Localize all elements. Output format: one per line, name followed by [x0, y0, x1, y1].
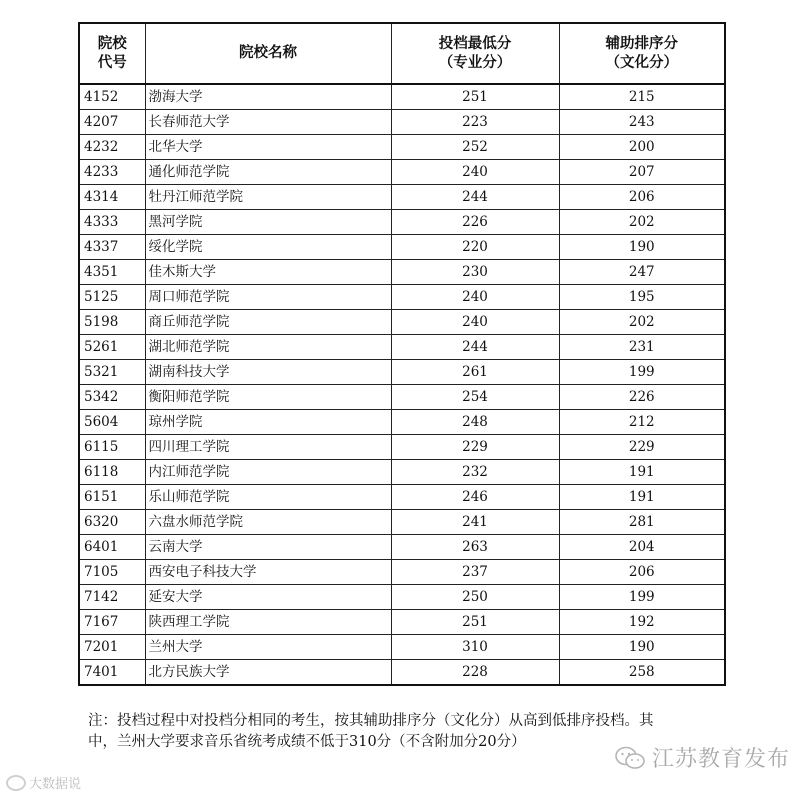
- cell-school-code: 6320: [79, 510, 145, 535]
- cell-aux-score: 226: [559, 385, 725, 410]
- cell-school-code: 7201: [79, 635, 145, 660]
- cell-aux-score: 190: [559, 635, 725, 660]
- cell-min-score: 240: [391, 160, 559, 185]
- table-row: [79, 84, 725, 110]
- cell-aux-score: 191: [559, 460, 725, 485]
- cell-school-name: 绥化学院: [145, 235, 391, 260]
- header-school-code: [79, 23, 145, 84]
- cell-min-score: 232: [391, 460, 559, 485]
- cell-min-score: 230: [391, 260, 559, 285]
- cell-school-code: 4232: [79, 135, 145, 160]
- header-row: [79, 23, 725, 84]
- cell-aux-score: 191: [559, 485, 725, 510]
- cell-min-score: 244: [391, 335, 559, 360]
- table-row: [79, 560, 725, 585]
- table-row: [79, 660, 725, 686]
- cell-school-name: 陕西理工学院: [145, 610, 391, 635]
- cell-aux-score: 206: [559, 560, 725, 585]
- table-row: [79, 510, 725, 535]
- cell-school-code: 5198: [79, 310, 145, 335]
- cell-school-name: 湖南科技大学: [145, 360, 391, 385]
- cell-min-score: 240: [391, 310, 559, 335]
- cell-aux-score: 202: [559, 210, 725, 235]
- watermark-left-text: 大数据说: [29, 777, 82, 792]
- cell-min-score: 220: [391, 235, 559, 260]
- admission-score-table: [78, 22, 726, 686]
- table-row: [79, 435, 725, 460]
- cell-school-code: 6118: [79, 460, 145, 485]
- cell-school-name: 周口师范学院: [145, 285, 391, 310]
- cell-min-score: 310: [391, 635, 559, 660]
- table-row: [79, 235, 725, 260]
- brand-logo-icon: [6, 775, 26, 791]
- table-row: [79, 635, 725, 660]
- cell-aux-score: 258: [559, 660, 725, 686]
- cell-min-score: 250: [391, 585, 559, 610]
- cell-school-name: 兰州大学: [145, 635, 391, 660]
- cell-aux-score: 192: [559, 610, 725, 635]
- cell-aux-score: 206: [559, 185, 725, 210]
- cell-aux-score: 199: [559, 585, 725, 610]
- table-row: [79, 310, 725, 335]
- cell-aux-score: 247: [559, 260, 725, 285]
- cell-min-score: 248: [391, 410, 559, 435]
- cell-school-name: 湖北师范学院: [145, 335, 391, 360]
- cell-aux-score: 229: [559, 435, 725, 460]
- cell-school-code: 5321: [79, 360, 145, 385]
- cell-school-code: 5604: [79, 410, 145, 435]
- table-header: [79, 23, 725, 84]
- table-row: [79, 285, 725, 310]
- cell-min-score: 263: [391, 535, 559, 560]
- cell-min-score: 228: [391, 660, 559, 686]
- cell-school-code: 5125: [79, 285, 145, 310]
- table-row: [79, 160, 725, 185]
- cell-school-code: 7142: [79, 585, 145, 610]
- table-body: [79, 84, 725, 685]
- cell-aux-score: 200: [559, 135, 725, 160]
- cell-school-name: 内江师范学院: [145, 460, 391, 485]
- cell-min-score: 261: [391, 360, 559, 385]
- cell-aux-score: 215: [559, 84, 725, 110]
- header-min-score-line1: 投档最低分: [438, 35, 512, 52]
- cell-school-name: 长春师范大学: [145, 110, 391, 135]
- table-row: [79, 210, 725, 235]
- cell-min-score: 241: [391, 510, 559, 535]
- cell-school-code: 4333: [79, 210, 145, 235]
- watermark-right-text: 江苏教育发布: [652, 747, 791, 772]
- cell-school-code: 4314: [79, 185, 145, 210]
- watermark-left: [6, 773, 81, 792]
- header-aux-score-line2: （文化分）: [605, 54, 678, 71]
- table-row: [79, 485, 725, 510]
- table-row: [79, 335, 725, 360]
- cell-school-name: 北华大学: [145, 135, 391, 160]
- cell-school-name: 延安大学: [145, 585, 391, 610]
- cell-school-code: 4207: [79, 110, 145, 135]
- table-row: [79, 410, 725, 435]
- cell-min-score: 251: [391, 84, 559, 110]
- cell-school-code: 4337: [79, 235, 145, 260]
- cell-min-score: 223: [391, 110, 559, 135]
- cell-school-code: 7167: [79, 610, 145, 635]
- cell-school-name: 佳木斯大学: [145, 260, 391, 285]
- table-row: [79, 535, 725, 560]
- cell-min-score: 240: [391, 285, 559, 310]
- header-school-name: 院校名称: [145, 23, 391, 84]
- cell-school-code: 6401: [79, 535, 145, 560]
- wechat-icon: [614, 745, 646, 771]
- cell-aux-score: 243: [559, 110, 725, 135]
- table-row: [79, 460, 725, 485]
- cell-school-code: 4351: [79, 260, 145, 285]
- cell-min-score: 246: [391, 485, 559, 510]
- cell-school-code: 4152: [79, 84, 145, 110]
- header-school-code-line1: 院校: [97, 35, 127, 52]
- cell-aux-score: 281: [559, 510, 725, 535]
- cell-min-score: 237: [391, 560, 559, 585]
- cell-school-code: 4233: [79, 160, 145, 185]
- cell-aux-score: 231: [559, 335, 725, 360]
- table-row: [79, 610, 725, 635]
- header-aux-score-line1: 辅助排序分: [605, 35, 678, 52]
- table-row: [79, 110, 725, 135]
- cell-min-score: 229: [391, 435, 559, 460]
- cell-aux-score: 212: [559, 410, 725, 435]
- table-row: [79, 360, 725, 385]
- cell-school-code: 5261: [79, 335, 145, 360]
- cell-aux-score: 199: [559, 360, 725, 385]
- table-row: [79, 135, 725, 160]
- cell-school-name: 牡丹江师范学院: [145, 185, 391, 210]
- cell-school-code: 7401: [79, 660, 145, 686]
- cell-min-score: 226: [391, 210, 559, 235]
- cell-aux-score: 204: [559, 535, 725, 560]
- cell-school-name: 云南大学: [145, 535, 391, 560]
- cell-school-code: 6115: [79, 435, 145, 460]
- cell-min-score: 252: [391, 135, 559, 160]
- cell-school-name: 北方民族大学: [145, 660, 391, 686]
- cell-school-code: 6151: [79, 485, 145, 510]
- cell-school-name: 衡阳师范学院: [145, 385, 391, 410]
- cell-aux-score: 202: [559, 310, 725, 335]
- cell-school-code: 7105: [79, 560, 145, 585]
- table-row: [79, 585, 725, 610]
- footnote-line2: 中，兰州大学要求音乐省统考成绩不低于310分（不含附加分20分）: [88, 734, 526, 750]
- header-aux-score: [559, 23, 725, 84]
- cell-school-name: 黑河学院: [145, 210, 391, 235]
- cell-school-name: 四川理工学院: [145, 435, 391, 460]
- cell-aux-score: 207: [559, 160, 725, 185]
- cell-min-score: 244: [391, 185, 559, 210]
- admission-table-container: [78, 22, 724, 686]
- header-min-score-line2: （专业分）: [438, 54, 512, 71]
- cell-school-name: 西安电子科技大学: [145, 560, 391, 585]
- cell-school-code: 5342: [79, 385, 145, 410]
- header-school-code-line2: 代号: [97, 54, 127, 71]
- cell-aux-score: 195: [559, 285, 725, 310]
- footnote-line1: 注：投档过程中对投档分相同的考生，按其辅助排序分（文化分）从高到低排序投档。其: [88, 713, 654, 729]
- cell-min-score: 254: [391, 385, 559, 410]
- header-min-score: [391, 23, 559, 84]
- cell-school-name: 商丘师范学院: [145, 310, 391, 335]
- cell-school-name: 通化师范学院: [145, 160, 391, 185]
- cell-school-name: 六盘水师范学院: [145, 510, 391, 535]
- cell-school-name: 琼州学院: [145, 410, 391, 435]
- cell-aux-score: 190: [559, 235, 725, 260]
- table-row: [79, 185, 725, 210]
- cell-school-name: 渤海大学: [145, 84, 391, 110]
- table-row: [79, 385, 725, 410]
- table-row: [79, 260, 725, 285]
- cell-school-name: 乐山师范学院: [145, 485, 391, 510]
- watermark-right: [614, 742, 790, 773]
- cell-min-score: 251: [391, 610, 559, 635]
